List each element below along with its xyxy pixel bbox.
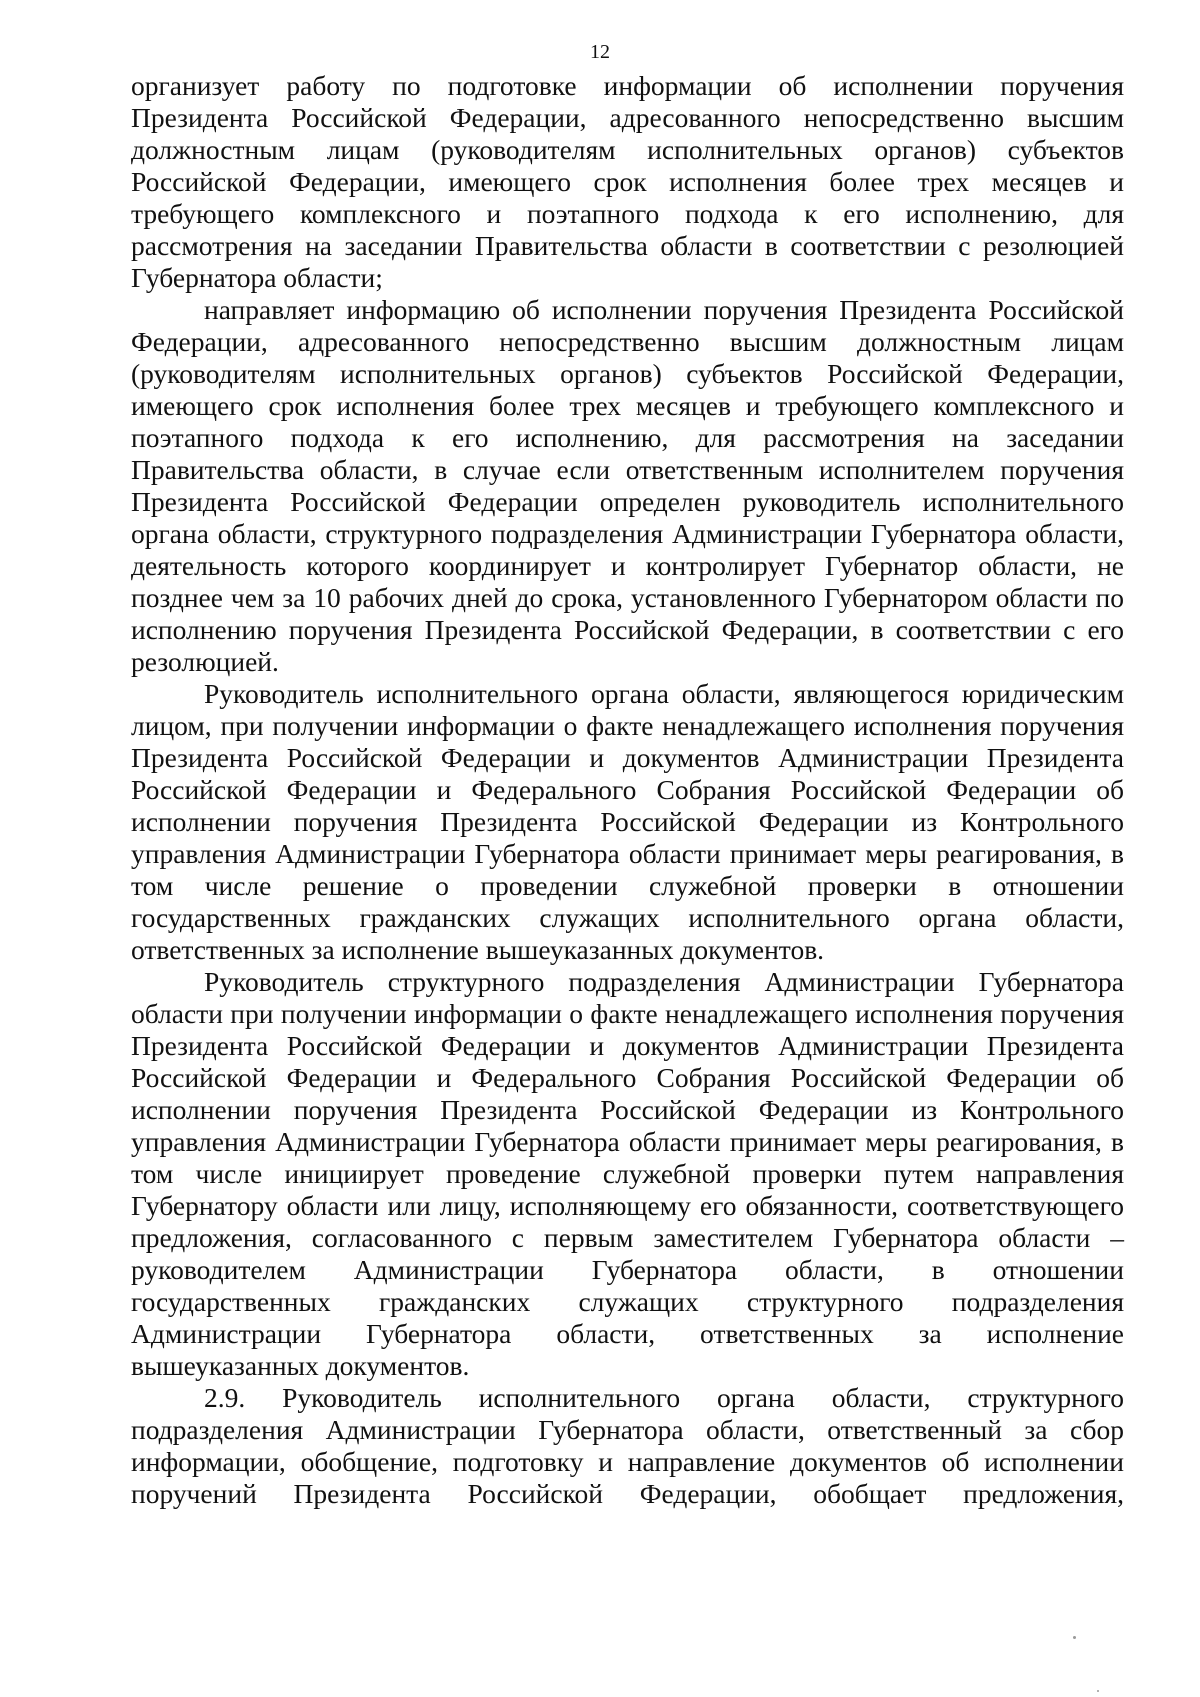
scan-speck: [1097, 1690, 1099, 1692]
document-body: [131, 70, 1124, 1510]
paragraph-head-of-executive-body: Руководитель исполнительного органа области, являющегося юридическим лицом, при получении информации о факте ненадлежащего исполнения поручения Президента Российской Федерации и документов Администрации Президента Российской Федерации и Федерального Собрания Российской Федерации об исполнении поручения Президента Российской Федерации из Контрольного управления Администрации Губернатора области принимает меры реагирования, в том числе решение о проведении служебной проверки в отношении государственных гражданских служащих исполнительного органа области, ответственных за исполнение вышеуказанных документов.: [131, 678, 1124, 965]
scan-speck: [1073, 1636, 1076, 1639]
paragraph-organizes-work: организует работу по подготовке информации об исполнении поручения Президента Российской Федерации, адресованного непосредственно высшим должностным лицам (руководителям исполнительных органов) субъектов Российской Федерации, имеющего срок исполнения более трех месяцев и требующего комплексного и поэтапного подхода к его исполнению, для рассмотрения на заседании Правительства области в соответствии с резолюцией Губернатора области;: [131, 70, 1124, 293]
paragraph-head-of-structural-unit: Руководитель структурного подразделения Администрации Губернатора области при получении информации о факте ненадлежащего исполнения поручения Президента Российской Федерации и документов Администрации Президента Российской Федерации и Федерального Собрания Российской Федерации об исполнении поручения Президента Российской Федерации из Контрольного управления Администрации Губернатора области принимает меры реагирования, в том числе инициирует проведение служебной проверки путем направления Губернатору области или лицу, исполняющему его обязанности, соответствующего предложения, согласованного с первым заместителем Губернатора области – руководителем Администрации Губернатора области, в отношении государственных гражданских служащих структурного подразделения Администрации Губернатора области, ответственных за исполнение вышеуказанных документов.: [131, 966, 1124, 1381]
paragraph-sends-information: направляет информацию об исполнении поручения Президента Российской Федерации, адресованного непосредственно высшим должностным лицам (руководителям исполнительных органов) субъектов Российской Федерации, имеющего срок исполнения более трех месяцев и требующего комплексного и поэтапного подхода к его исполнению, для рассмотрения на заседании Правительства области, в случае если ответственным исполнителем поручения Президента Российской Федерации определен руководитель исполнительного органа области, структурного подразделения Администрации Губернатора области, деятельность которого координирует и контролирует Губернатор области, не позднее чем за 10 рабочих дней до срока, установленного Губернатором области по исполнению поручения Президента Российской Федерации, в соответствии с его резолюцией.: [131, 294, 1124, 677]
paragraph-section-2-9: 2.9. Руководитель исполнительного органа области, структурного подразделения Администрации Губернатора области, ответственный за сбор информации, обобщение, подготовку и направление документов об исполнении поручений Президента Российской Федерации, обобщает предложения,: [131, 1382, 1124, 1509]
page-number: 12: [590, 41, 610, 63]
